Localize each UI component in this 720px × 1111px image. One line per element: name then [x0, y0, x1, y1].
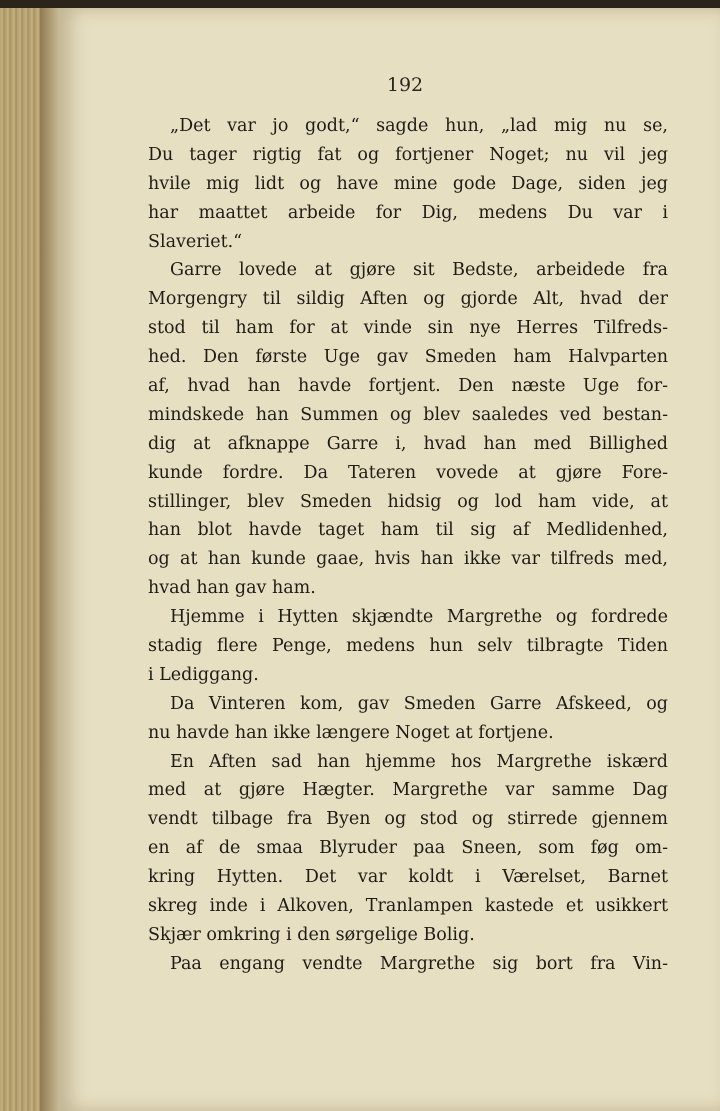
- text-line: har maattet arbeide for Dig, medens Du var i: [148, 202, 668, 223]
- text-line: af, hvad han havde fortjent. Den næste Uge for-: [148, 376, 668, 397]
- text-line: Skjær omkring i den sørgelige Bolig.: [148, 924, 475, 945]
- text-line: han blot havde taget ham til sig af Medlidenhed,: [148, 520, 668, 541]
- text-line: Da Vinteren kom, gav Smeden Garre Afskeed, og: [170, 693, 668, 714]
- text-line: stod til ham for at vinde sin nye Herres Tilfreds-: [148, 318, 668, 339]
- text-line: og at han kunde gaae, hvis han ikke var tilfreds med,: [148, 549, 668, 570]
- text-line: vendt tilbage fra Byen og stod og stirrede gjennem: [148, 809, 668, 830]
- text-line: Slaveriet.“: [148, 231, 243, 252]
- text-line: „Det var jo godt,“ sagde hun, „lad mig nu se,: [170, 116, 668, 136]
- text-line: Garre lovede at gjøre sit Bedste, arbeidede fra: [170, 260, 668, 281]
- text-line: kunde fordre. Da Tateren vovede at gjøre Fore-: [148, 462, 668, 483]
- text-line: hvad han gav ham.: [148, 578, 316, 599]
- text-line: stadig flere Penge, medens hun selv tilbragte Tiden: [148, 636, 668, 657]
- page-number: 192: [386, 74, 424, 96]
- text-line: en af de smaa Blyruder paa Sneen, som føg om-: [148, 838, 668, 859]
- top-dark-strip: [0, 0, 720, 8]
- text-line: En Aften sad han hjemme hos Margrethe iskærd: [170, 751, 668, 772]
- text-line: i Lediggang.: [148, 664, 259, 685]
- text-line: stillinger, blev Smeden hidsig og lod ham vide, at: [148, 491, 668, 512]
- text-line: hvile mig lidt og have mine gode Dage, siden jeg: [148, 173, 668, 194]
- text-line: Paa engang vendte Margrethe sig bort fra Vin-: [170, 953, 668, 974]
- text-line: skreg inde i Alkoven, Tranlampen kastede et usikkert: [148, 896, 668, 917]
- text-line: hed. Den første Uge gav Smeden ham Halvparten: [148, 347, 668, 368]
- text-line: nu havde han ikke længere Noget at fortjene.: [148, 722, 554, 743]
- text-line: dig at afknappe Garre i, hvad han med Billighed: [148, 433, 668, 454]
- text-line: mindskede han Summen og blev saaledes ved bestan-: [148, 404, 668, 425]
- text-line: Du tager rigtig fat og fortjener Noget; nu vil jeg: [148, 144, 668, 165]
- text-line: kring Hytten. Det var koldt i Værelset, Barnet: [148, 867, 668, 888]
- text-line: med at gjøre Hægter. Margrethe var samme Dag: [148, 780, 668, 801]
- body-text: [148, 112, 668, 979]
- text-line: Hjemme i Hytten skjændte Margrethe og fordrede: [170, 607, 668, 628]
- text-line: Morgengry til sildig Aften og gjorde Alt, hvad der: [148, 289, 668, 310]
- book-gutter: [40, 0, 62, 1111]
